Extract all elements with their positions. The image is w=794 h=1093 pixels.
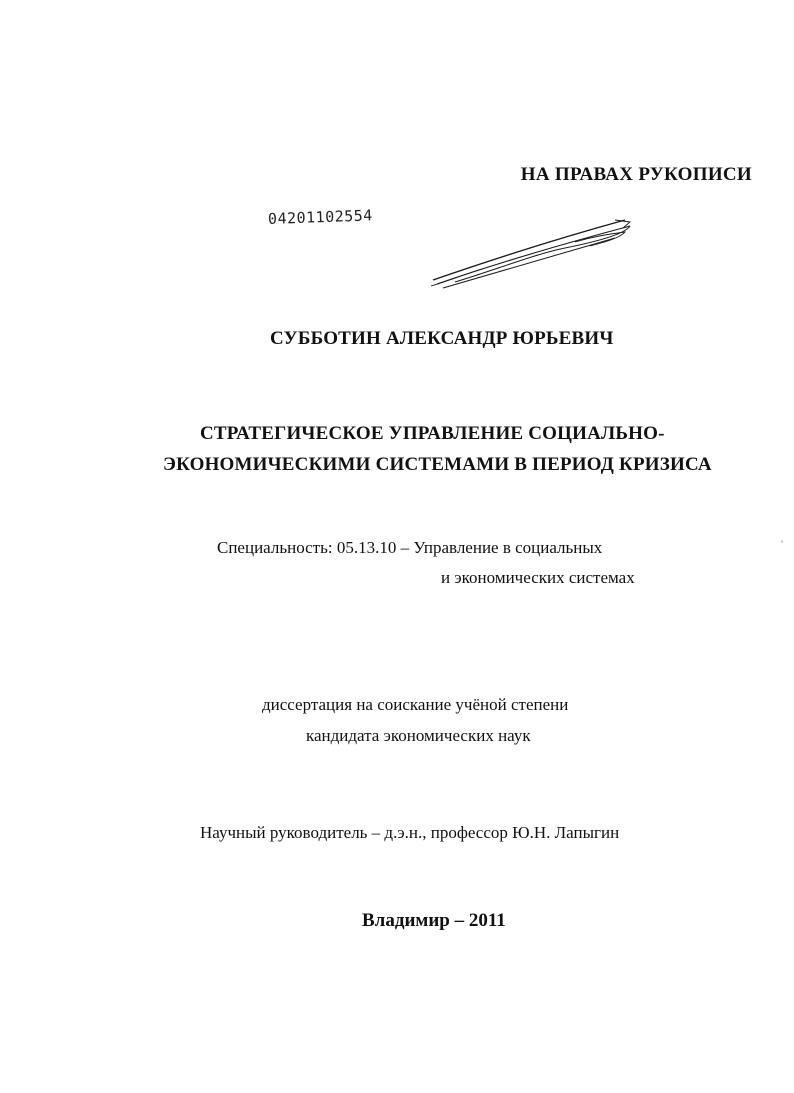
author-name: СУББОТИН АЛЕКСАНДР ЮРЬЕВИЧ (270, 328, 614, 349)
stamp-number: 04201102554 (267, 206, 374, 228)
signature-image (425, 212, 635, 294)
degree-line-2: кандидата экономических наук (306, 726, 531, 745)
specialty-line-1: Специальность: 05.13.10 – Управление в социальных (217, 538, 603, 557)
city-year: Владимир – 2011 (362, 910, 506, 931)
degree-line-1: диссертация на соискание учёной степени (262, 695, 569, 714)
rights-label: НА ПРАВАХ РУКОПИСИ (520, 164, 752, 185)
specialty-line-2: и экономических системах (441, 568, 635, 587)
dissertation-title-line-2: ЭКОНОМИЧЕСКИМИ СИСТЕМАМИ В ПЕРИОД КРИЗИСА (163, 454, 712, 475)
scientific-advisor: Научный руководитель – д.э.н., профессор Ю.Н. Лапыгин (200, 823, 620, 842)
margin-mark: ˈ (780, 538, 784, 552)
dissertation-title-line-1: СТРАТЕГИЧЕСКОЕ УПРАВЛЕНИЕ СОЦИАЛЬНО- (200, 423, 665, 444)
